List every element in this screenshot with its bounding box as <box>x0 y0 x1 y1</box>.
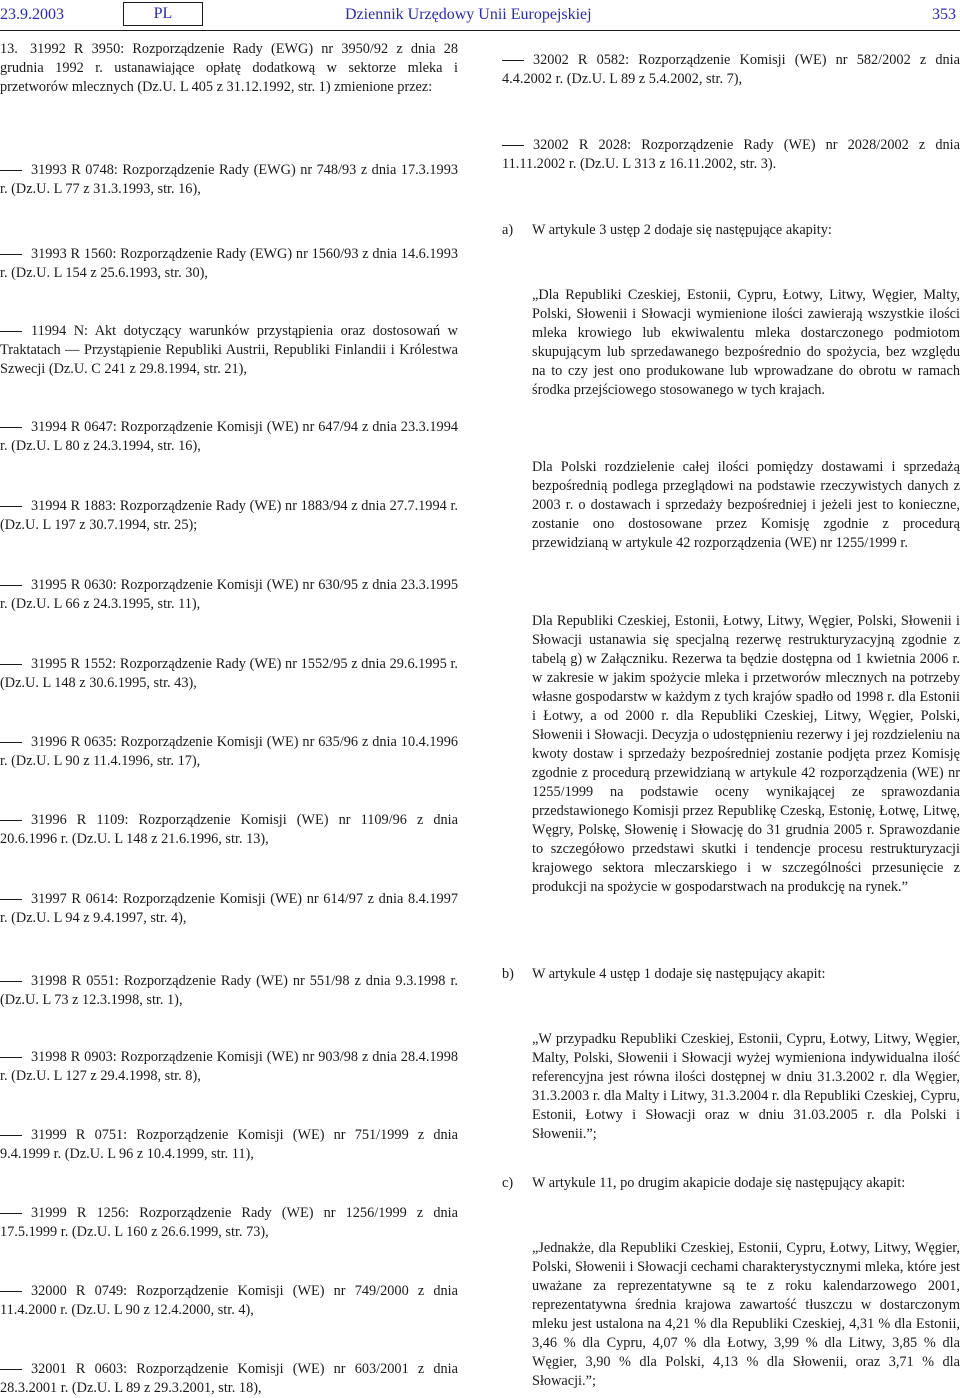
header-language-box: PL <box>123 2 203 26</box>
amendment-letter: b) <box>502 966 514 982</box>
quoted-paragraph: Dla Republiki Czeskiej, Estonii, Łotwy, Litwy, Węgier, Polski, Słowenii i Słowacji ustanawia się specjalną rezerwę restrukturyzacyjną zgodnie z tabelą g) w Załączniku. Rezerwa ta będzie dostępna od 1 kwietnia 2006 r. w zakresie w jakim spożycie mleka i przetworów mlecznych na potrzeby własne gospodarstw w każdym z tych krajów spadło od 1998 r. dla Estonii i Łotwy, a od 2000 r. dla Republiki Czeskiej, Litwy, Węgier, Polski, Słowenii i Słowacji. Decyzja o udostępnieniu rezerwy i jej rozdzieleniu na kwoty dostaw i sprzedaży bezpośredniej zostanie podjęta przez Komisję zgodnie z procedurą przewidzianą w artykule 42 rozporządzenia (WE) nr 1255/1999 na podstawie oceny wynikającej ze sprawozdania przedstawionego Komisji przez Republikę Czeską, Estonię, Łotwę, Litwę, Węgry, Polskę, Słowenię i Słowację do 31 grudnia 2005 r. Sprawozdanie to szczegółowo przedstawi skutki i tendencje procesu restrukturyzacji krajowego sektora mleczarskiego i w szczególności przesunięcie z produkcji na spożycie w gospodarstwach na produkcję na rynek.” <box>532 613 960 895</box>
list-item: 31994 R 1883: Rozporządzenie Rady (WE) nr 1883/94 z dnia 27.7.1994 r. (Dz.U. L 197 z 30.7.1994, str. 25); <box>0 498 458 533</box>
list-item: 31997 R 0614: Rozporządzenie Komisji (WE) nr 614/97 z dnia 8.4.1997 r. (Dz.U. L 94 z 9.4.1997, str. 4), <box>0 891 458 926</box>
dash-bullet <box>0 1213 22 1214</box>
dash-bullet <box>0 899 22 900</box>
list-item: 32002 R 2028: Rozporządzenie Rady (WE) nr 2028/2002 z dnia 11.11.2002 r. (Dz.U. L 313 z 16.11.2002, str. 3). <box>502 137 960 172</box>
list-item: 31999 R 0751: Rozporządzenie Komisji (WE) nr 751/1999 z dnia 9.4.1999 r. (Dz.U. L 96 z 10.4.1999, str. 11), <box>0 1127 458 1162</box>
intro-text: 31992 R 3950: Rozporządzenie Rady (EWG) nr 3950/92 z dnia 28 grudnia 1992 r. ustanawiające opłatę dodatkową w sektorze mleka i przetworów mlecznych (Dz.U. L 405 z 31.12.1992, str. 1) zmienione przez: <box>0 41 458 95</box>
quoted-paragraph: Dla Polski rozdzielenie całej ilości pomiędzy dostawami i sprzedażą bezpośrednią podlega przeglądowi na podstawie rzeczywistych danych z 2003 r. o dostawach i sprzedaży bezpośredniej i jeżeli jest to konieczne, zostanie ono dostosowane przez Komisję zgodnie z procedurą przewidzianą w artykule 42 rozporządzenia (WE) nr 1255/1999 r. <box>532 459 960 551</box>
list-item: 31994 R 0647: Rozporządzenie Komisji (WE) nr 647/94 z dnia 23.3.1994 r. (Dz.U. L 80 z 24.3.1994, str. 16), <box>0 419 458 454</box>
quoted-paragraph: „W przypadku Republiki Czeskiej, Estonii, Cypru, Łotwy, Litwy, Węgier, Malty, Polski, Słowenii i Słowacji wyżej wymieniona indywidualna ilość referencyjna jest równa ilości dostępnej w dniu 31.3.2002 r. dla Węgier, 31.3.2003 r. dla Malty i Litwy, 31.3.2004 r. dla Republiki Czeskiej, Cypru, Estonii, Łotwy i Słowacji oraz w dniu 31.03.2005 r. dla Polski i Słowenii.”; <box>532 1031 960 1142</box>
quoted-paragraph: „Dla Republiki Czeskiej, Estonii, Cypru, Łotwy, Litwy, Węgier, Malty, Polski, Słowenii i Słowacji wymienione ilości zawierają wszystkie ilości mleka krowiego lub ekwiwalentu mleka dostarczonego podmiotom skupującym lub sprzedawanego bezpośrednio do spożycia, bez względu na to czy jest ono produkowane lub wprowadzane do obrotu w ramach środka przejściowego stosowanego w tych krajach. <box>532 287 960 398</box>
dash-bullet <box>0 664 22 665</box>
amendment-heading: W artykule 4 ustęp 1 dodaje się następujący akapit: <box>532 966 826 982</box>
list-item: 31993 R 0748: Rozporządzenie Rady (EWG) nr 748/93 z dnia 17.3.1993 r. (Dz.U. L 77 z 31.3.1993, str. 16), <box>0 162 458 197</box>
dash-bullet <box>0 1057 22 1058</box>
list-item: 31998 R 0551: Rozporządzenie Rady (WE) nr 551/98 z dnia 9.3.1998 r. (Dz.U. L 73 z 12.3.1998, str. 1), <box>0 973 458 1008</box>
list-item: 11994 N: Akt dotyczący warunków przystąpienia oraz dostosowań w Traktatach — Przystąpienie Republiki Austrii, Republiki Finlandii i Królestwa Szwecji (Dz.U. C 241 z 29.8.1994, str. 21), <box>0 323 458 377</box>
dash-bullet <box>0 742 22 743</box>
header-page-number: 353 <box>932 6 956 23</box>
header-date: 23.9.2003 <box>0 6 64 23</box>
dash-bullet <box>0 1291 22 1292</box>
dash-bullet <box>0 427 22 428</box>
dash-bullet <box>0 170 22 171</box>
dash-bullet <box>0 254 22 255</box>
dash-bullet <box>0 506 22 507</box>
dash-bullet <box>0 331 22 332</box>
list-item: 31998 R 0903: Rozporządzenie Komisji (WE) nr 903/98 z dnia 28.4.1998 r. (Dz.U. L 127 z 29.4.1998, str. 8), <box>0 1049 458 1084</box>
header-journal-title: Dziennik Urzędowy Unii Europejskiej <box>345 6 592 23</box>
dash-bullet <box>0 981 22 982</box>
intro-number: 13. <box>0 41 18 57</box>
list-item: 32001 R 0603: Rozporządzenie Komisji (WE) nr 603/2001 z dnia 28.3.2001 r. (Dz.U. L 89 z 29.3.2001, str. 18), <box>0 1361 458 1396</box>
dash-bullet <box>0 585 22 586</box>
amendment-letter: c) <box>502 1175 514 1191</box>
list-item: 32000 R 0749: Rozporządzenie Komisji (WE) nr 749/2000 z dnia 11.4.2000 r. (Dz.U. L 90 z 12.4.2000, str. 4), <box>0 1283 458 1318</box>
dash-bullet <box>502 145 524 146</box>
dash-bullet <box>0 1135 22 1136</box>
amendment-heading: W artykule 3 ustęp 2 dodaje się następujące akapity: <box>532 222 832 238</box>
list-item: 31993 R 1560: Rozporządzenie Rady (EWG) nr 1560/93 z dnia 14.6.1993 r. (Dz.U. L 154 z 25.6.1993, str. 30), <box>0 246 458 281</box>
list-item: 31995 R 0630: Rozporządzenie Komisji (WE) nr 630/95 z dnia 23.3.1995 r. (Dz.U. L 66 z 24.3.1995, str. 11), <box>0 577 458 612</box>
header-rule <box>0 30 960 31</box>
list-item: 31995 R 1552: Rozporządzenie Rady (WE) nr 1552/95 z dnia 29.6.1995 r. (Dz.U. L 148 z 30.6.1995, str. 43), <box>0 656 458 691</box>
page-header <box>0 0 960 30</box>
list-item: 31996 R 1109: Rozporządzenie Komisji (WE) nr 1109/96 z dnia 20.6.1996 r. (Dz.U. L 148 z 21.6.1996, str. 13), <box>0 812 458 847</box>
amendment-letter: a) <box>502 222 514 238</box>
dash-bullet <box>0 820 22 821</box>
intro-item <box>0 40 458 97</box>
list-item: 31999 R 1256: Rozporządzenie Rady (WE) nr 1256/1999 z dnia 17.5.1999 r. (Dz.U. L 160 z 26.6.1999, str. 73), <box>0 1205 458 1240</box>
list-item: 31996 R 0635: Rozporządzenie Komisji (WE) nr 635/96 z dnia 10.4.1996 r. (Dz.U. L 90 z 11.4.1996, str. 17), <box>0 734 458 769</box>
dash-bullet <box>0 1369 22 1370</box>
dash-bullet <box>502 60 524 61</box>
amendment-heading: W artykule 11, po drugim akapicie dodaje się następujący akapit: <box>532 1175 906 1191</box>
quoted-paragraph: „Jednakże, dla Republiki Czeskiej, Estonii, Cypru, Łotwy, Litwy, Węgier, Polski, Słowenii i Słowacji cechami charakterystycznymi mleka, które jest uważane za reprezentatywne są te z roku kalendarzowego 2001, reprezentatywna średnia krajowa zawartość tłuszczu w dostarczonym mleku jest ustalona na 4,21 % dla Republiki Czeskiej, 4,31 % dla Estonii, 3,46 % dla Cypru, 4,07 % dla Łotwy, 3,99 % dla Litwy, 3,85 % dla Węgier, 3,90 % dla Polski, 4,13 % dla Słowenii, oraz 3,71 % dla Słowacji.”; <box>532 1240 960 1389</box>
list-item: 32002 R 0582: Rozporządzenie Komisji (WE) nr 582/2002 z dnia 4.4.2002 r. (Dz.U. L 89 z 5.4.2002, str. 7), <box>502 52 960 87</box>
